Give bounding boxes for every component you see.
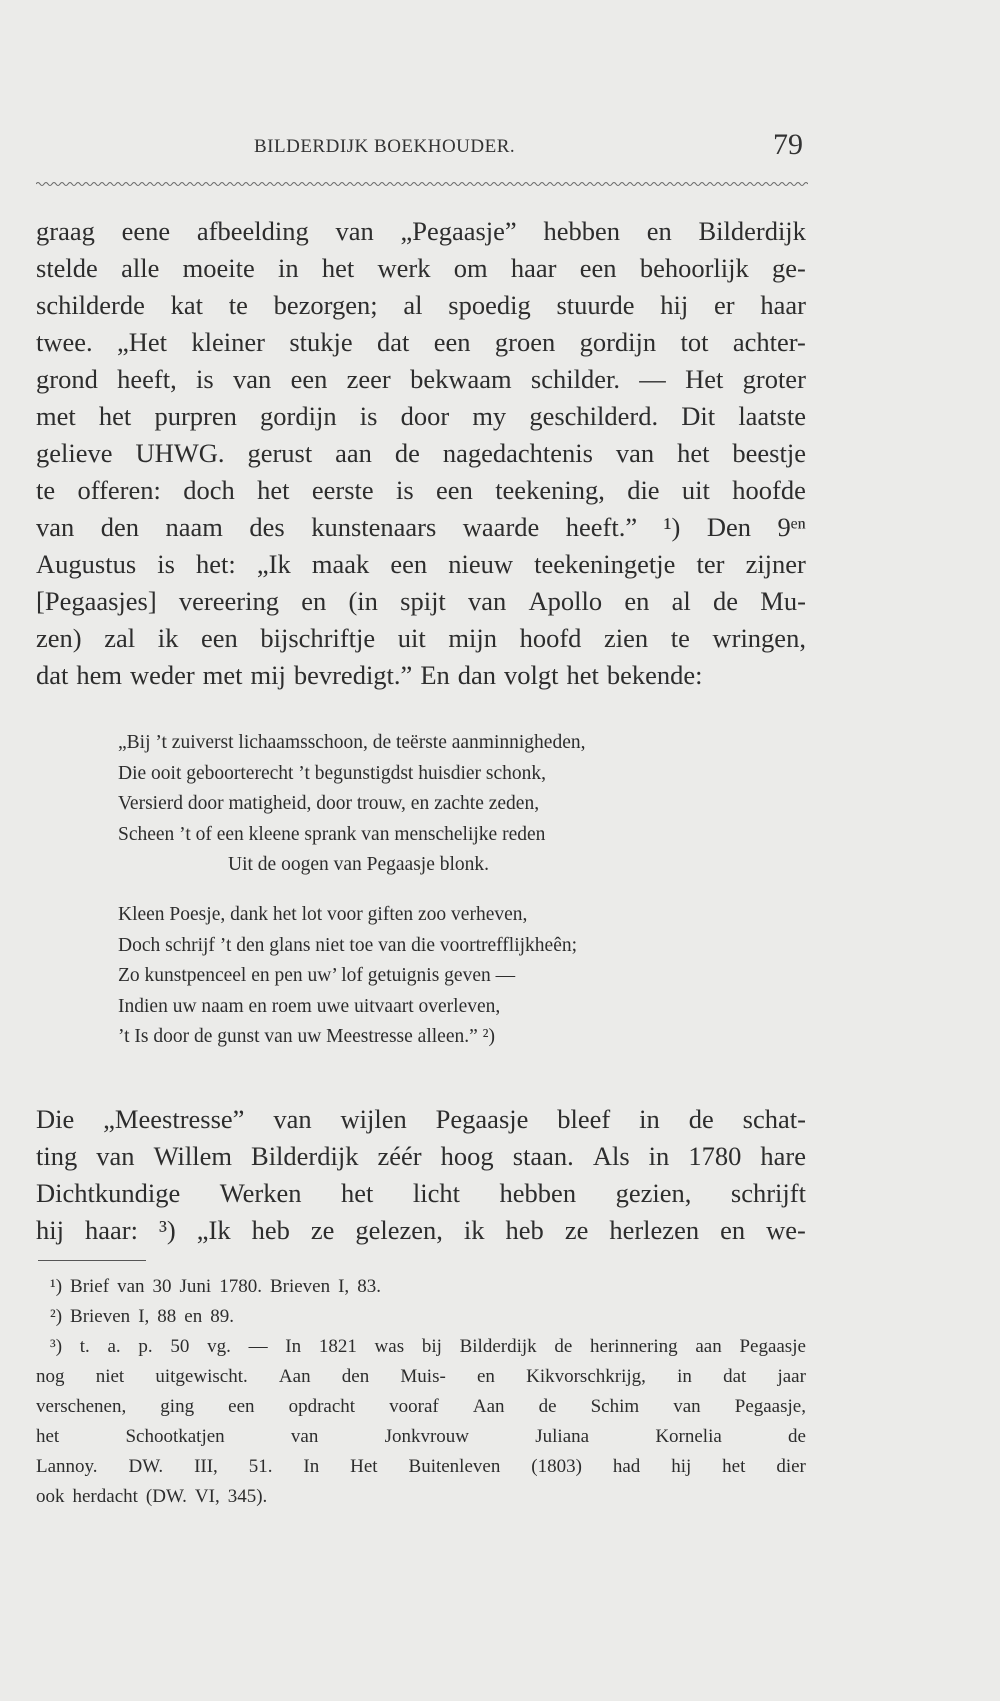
body-line: Die „Meestresse” van wijlen Pegaasje bleef in de schat- xyxy=(36,1104,806,1134)
page-number: 79 xyxy=(773,128,803,161)
footnote-line: Lannoy. DW. III, 51. In Het Buitenleven (1803) had hij het dier xyxy=(36,1456,806,1477)
body-line: Dichtkundige Werken het licht hebben gezien, schrijft xyxy=(36,1178,806,1208)
body-line: twee. „Het kleiner stukje dat een groen gordijn tot achter- xyxy=(36,327,806,357)
footnote-line: verschenen, ging een opdracht vooraf Aan de Schim van Pegaasje, xyxy=(36,1396,806,1417)
body-line: graag eene afbeelding van „Pegaasje” hebben en Bilderdijk xyxy=(36,216,806,246)
body-line: Augustus is het: „Ik maak een nieuw teekeningetje ter zijner xyxy=(36,549,806,579)
poem-verse-line: „Bij ’t zuiverst lichaamsschoon, de teërste aanminnigheden, xyxy=(118,732,586,753)
footnote-line: ³) t. a. p. 50 vg. — In 1821 was bij Bilderdijk de herinnering aan Pegaasje xyxy=(50,1336,806,1357)
footnote-line: ²) Brieven I, 88 en 89. xyxy=(50,1306,234,1327)
body-line: ting van Willem Bilderdijk zéér hoog staan. Als in 1780 hare xyxy=(36,1141,806,1171)
poem-verse-line: ’t Is door de gunst van uw Meestresse alleen.” ²) xyxy=(118,1026,495,1047)
body-line: hij haar: ³) „Ik heb ze gelezen, ik heb ze herlezen en we- xyxy=(36,1215,806,1245)
footnote-line: ¹) Brief van 30 Juni 1780. Brieven I, 83. xyxy=(50,1276,381,1297)
footnote-separator xyxy=(38,1260,146,1261)
poem-verse-line: Die ooit geboorterecht ’t begunstigdst huisdier schonk, xyxy=(118,762,547,784)
body-line: dat hem weder met mij bevredigt.” En dan volgt het bekende: xyxy=(36,660,703,690)
body-line: zen) zal ik een bijschriftje uit mijn hoofd zien te wringen, xyxy=(36,623,806,653)
footnote-line: het Schootkatjen van Jonkvrouw Juliana Kornelia de xyxy=(36,1426,806,1447)
footnote-line: ook herdacht (DW. VI, 345). xyxy=(36,1486,268,1507)
poem-verse-line: Zo kunstpenceel en pen uw’ lof getuignis geven — xyxy=(118,965,516,986)
running-head: BILDERDIJK BOEKHOUDER. xyxy=(254,136,516,157)
body-line: gelieve UHWG. gerust aan de nagedachtenis van het beestje xyxy=(36,438,806,468)
body-line: grond heeft, is van een zeer bekwaam schilder. — Het groter xyxy=(36,364,806,394)
page-header xyxy=(36,128,806,168)
body-line: stelde alle moeite in het werk om haar een behoorlijk ge- xyxy=(36,253,806,283)
poem-verse-line: Uit de oogen van Pegaasje blonk. xyxy=(228,854,490,875)
poem-verse-line: Indien uw naam en roem uwe uitvaart overleven, xyxy=(118,995,501,1017)
footnote-line: nog niet uitgewischt. Aan den Muis- en Kikvorschkrijg, in dat jaar xyxy=(36,1366,806,1387)
poem-verse-line: Versierd door matigheid, door trouw, en zachte zeden, xyxy=(118,793,540,814)
poem-verse-line: Scheen ’t of een kleene sprank van menschelijke reden xyxy=(118,823,546,845)
body-line: te offeren: doch het eerste is een teekening, die uit hoofde xyxy=(36,475,806,505)
decorative-wavy-rule xyxy=(36,178,808,190)
body-line: van den naam des kunstenaars waarde heeft.” ¹) Den 9ᵉⁿ xyxy=(36,512,806,542)
poem-verse-line: Kleen Poesje, dank het lot voor giften zoo verheven, xyxy=(118,904,528,925)
body-line: schilderde kat te bezorgen; al spoedig stuurde hij er haar xyxy=(36,290,806,320)
poem-verse-line: Doch schrijf ’t den glans niet toe van die voortrefflijkheên; xyxy=(118,934,578,956)
body-line: met het purpren gordijn is door my geschilderd. Dit laatste xyxy=(36,401,806,431)
body-line: [Pegaasjes] vereering en (in spijt van Apollo en al de Mu- xyxy=(36,586,806,616)
